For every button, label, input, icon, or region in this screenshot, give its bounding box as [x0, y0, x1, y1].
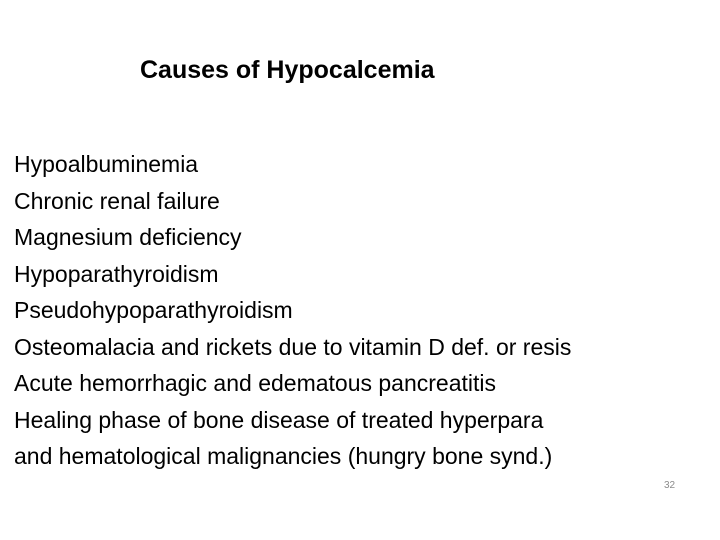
page-number: 32	[664, 480, 676, 491]
list-item: Healing phase of bone disease of treated hyperpara	[14, 406, 544, 433]
list-item: Osteomalacia and rickets due to vitamin D def. or resis	[14, 333, 572, 360]
list-item: Acute hemorrhagic and edematous pancreatitis	[14, 370, 497, 396]
list-item: Pseudohypoparathyroidism	[14, 297, 293, 323]
slide-title: Causes of Hypocalcemia	[140, 56, 435, 84]
cause-list	[14, 146, 720, 475]
list-item: Hypoparathyroidism	[14, 260, 219, 287]
list-item: Magnesium deficiency	[14, 224, 242, 250]
list-item: and hematological malignancies (hungry bone synd.)	[14, 443, 553, 469]
list-item: Hypoalbuminemia	[14, 151, 199, 177]
list-item: Chronic renal failure	[14, 187, 220, 214]
